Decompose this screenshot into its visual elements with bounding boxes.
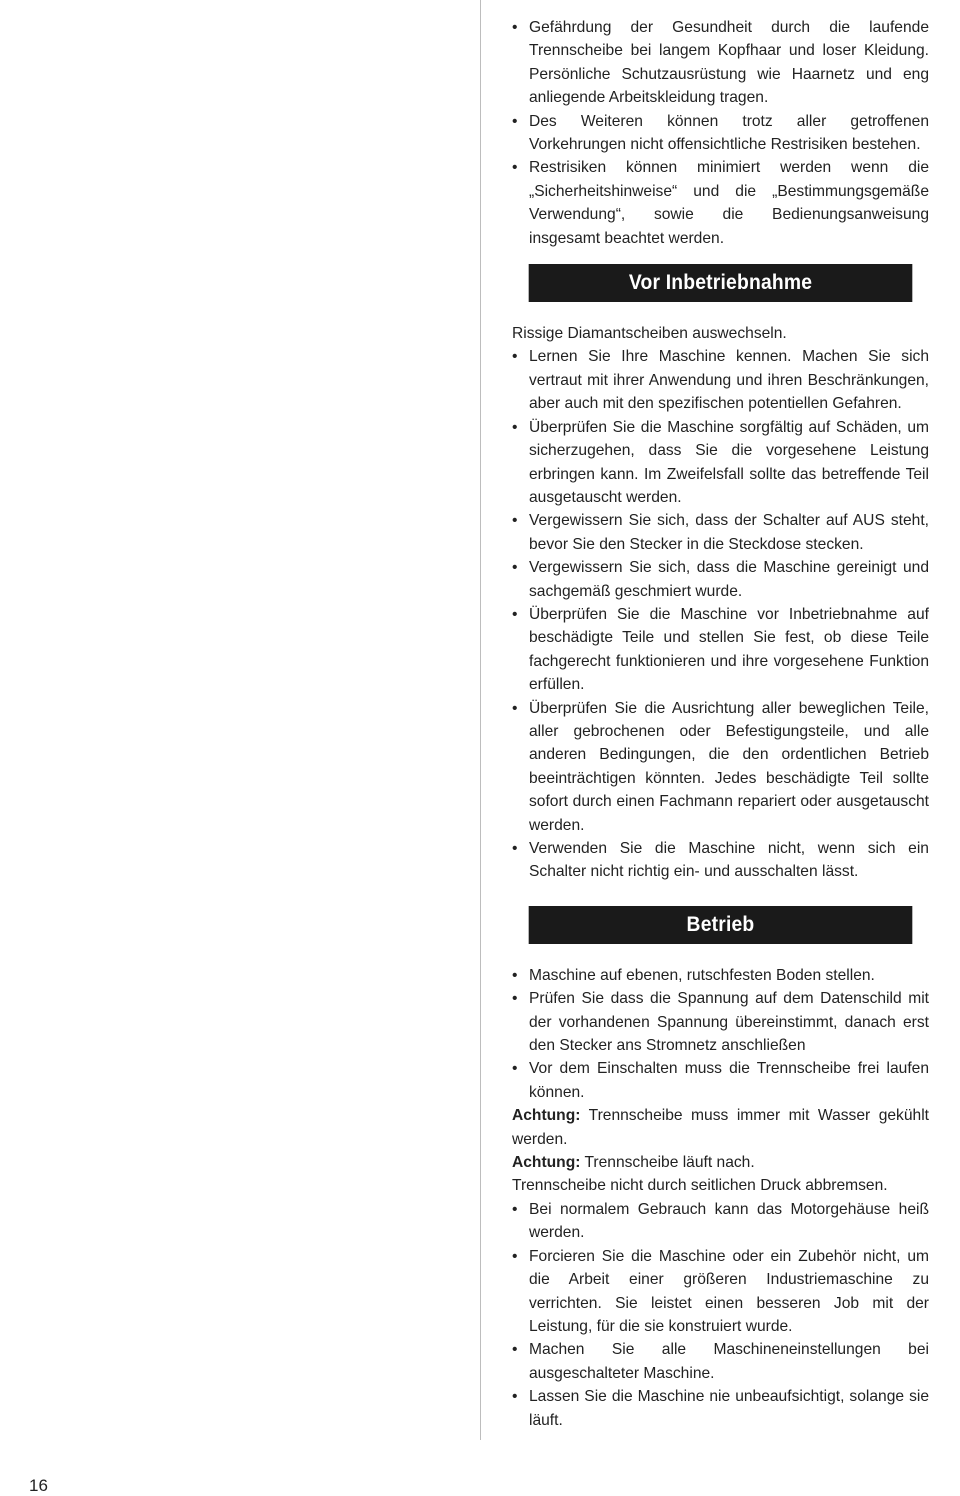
operation-bullet-list-a <box>512 964 929 1104</box>
brake-note: Trennscheibe nicht durch seitlichen Druck abbremsen. <box>512 1177 888 1195</box>
list-item: • Prüfen Sie dass die Spannung auf dem Datenschild mit der vorhandenen Spannung übereinstimmt, danach erst den Stecker ans Stromnetz anschließen <box>512 987 929 1057</box>
operation-bullet-list-b <box>512 1198 929 1432</box>
warning-note <box>512 1151 929 1174</box>
section-heading: Betrieb <box>529 906 913 944</box>
list-item: • Vergewissern Sie sich, dass der Schalter auf AUS steht, bevor Sie den Stecker in die Steckdose stecken. <box>512 509 929 556</box>
text-column <box>512 16 929 1432</box>
list-item: • Überprüfen Sie die Maschine sorgfältig auf Schäden, um sicherzugehen, dass Sie die vorgesehene Leistung erbringen kann. Im Zweifelsfall sollte das betreffende Teil ausgetauscht werden. <box>512 416 929 510</box>
warning-text: Trennscheibe muss immer mit Wasser gekühlt werden. <box>512 1107 929 1148</box>
list-item: • Maschine auf ebenen, rutschfesten Boden stellen. <box>512 964 929 987</box>
section-header-betrieb <box>512 906 929 944</box>
safety-bullet-list <box>512 16 929 250</box>
list-item: • Forcieren Sie die Maschine oder ein Zubehör nicht, um die Arbeit einer größeren Industriemaschine zu verrichten. Sie leistet einen besseren Job mit der Leistung, für die sie konstruiert wurde. <box>512 1245 929 1339</box>
list-item: • Bei normalem Gebrauch kann das Motorgehäuse heiß werden. <box>512 1198 929 1245</box>
warning-note <box>512 1104 929 1151</box>
warning-label: Achtung: <box>512 1107 581 1125</box>
list-item: • Machen Sie alle Maschineneinstellungen bei ausgeschalteter Maschine. <box>512 1338 929 1385</box>
list-item: • Lassen Sie die Maschine nie unbeaufsichtigt, solange sie läuft. <box>512 1385 929 1432</box>
intro-text: Rissige Diamantscheiben auswechseln. <box>512 325 787 343</box>
section-header-vor-inbetriebnahme <box>512 264 929 302</box>
preparation-bullet-list <box>512 345 929 883</box>
warning-text: Trennscheibe läuft nach. <box>580 1154 755 1172</box>
section-heading: Vor Inbetriebnahme <box>529 264 913 302</box>
list-item: • Restrisiken können minimiert werden wenn die „Sicherheitshinweise“ und die „Bestimmungsgemäße Verwendung“, sowie die Bedienungsanweisung insgesamt beachtet werden. <box>512 156 929 250</box>
list-item: • Des Weiteren können trotz aller getroffenen Vorkehrungen nicht offensichtliche Restrisiken bestehen. <box>512 110 929 157</box>
list-item: • Gefährdung der Gesundheit durch die laufende Trennscheibe bei langem Kopfhaar und loser Kleidung. Persönliche Schutzausrüstung wie Haarnetz und eng anliegende Arbeitskleidung tragen. <box>512 16 929 110</box>
page-number: 16 <box>29 1476 48 1495</box>
warning-label: Achtung: <box>512 1154 581 1172</box>
list-item: • Überprüfen Sie die Maschine vor Inbetriebnahme auf beschädigte Teile und stellen Sie fest, ob diese Teile fachgerecht funktionieren und ihre vorgesehene Funktion erfüllen. <box>512 603 929 697</box>
list-item: • Vor dem Einschalten muss die Trennscheibe frei laufen können. <box>512 1057 929 1104</box>
list-item: • Verwenden Sie die Maschine nicht, wenn sich ein Schalter nicht richtig ein- und ausschalten lässt. <box>512 837 929 884</box>
list-item: • Vergewissern Sie sich, dass die Maschine gereinigt und sachgemäß geschmiert wurde. <box>512 556 929 603</box>
list-item: • Überprüfen Sie die Ausrichtung aller beweglichen Teile, aller gebrochenen oder Befestigungsteile, und alle anderen Bedingungen, die den ordentlichen Betrieb beeinträchtigen könnten. Jedes beschädigte Teil sollte sofort durch einen Fachmann repariert oder ausgetauscht werden. <box>512 697 929 837</box>
list-item: • Lernen Sie Ihre Maschine kennen. Machen Sie sich vertraut mit ihrer Anwendung und ihren Beschränkungen, aber auch mit den spezifischen potentiellen Gefahren. <box>512 345 929 415</box>
page-divider <box>480 0 481 1440</box>
